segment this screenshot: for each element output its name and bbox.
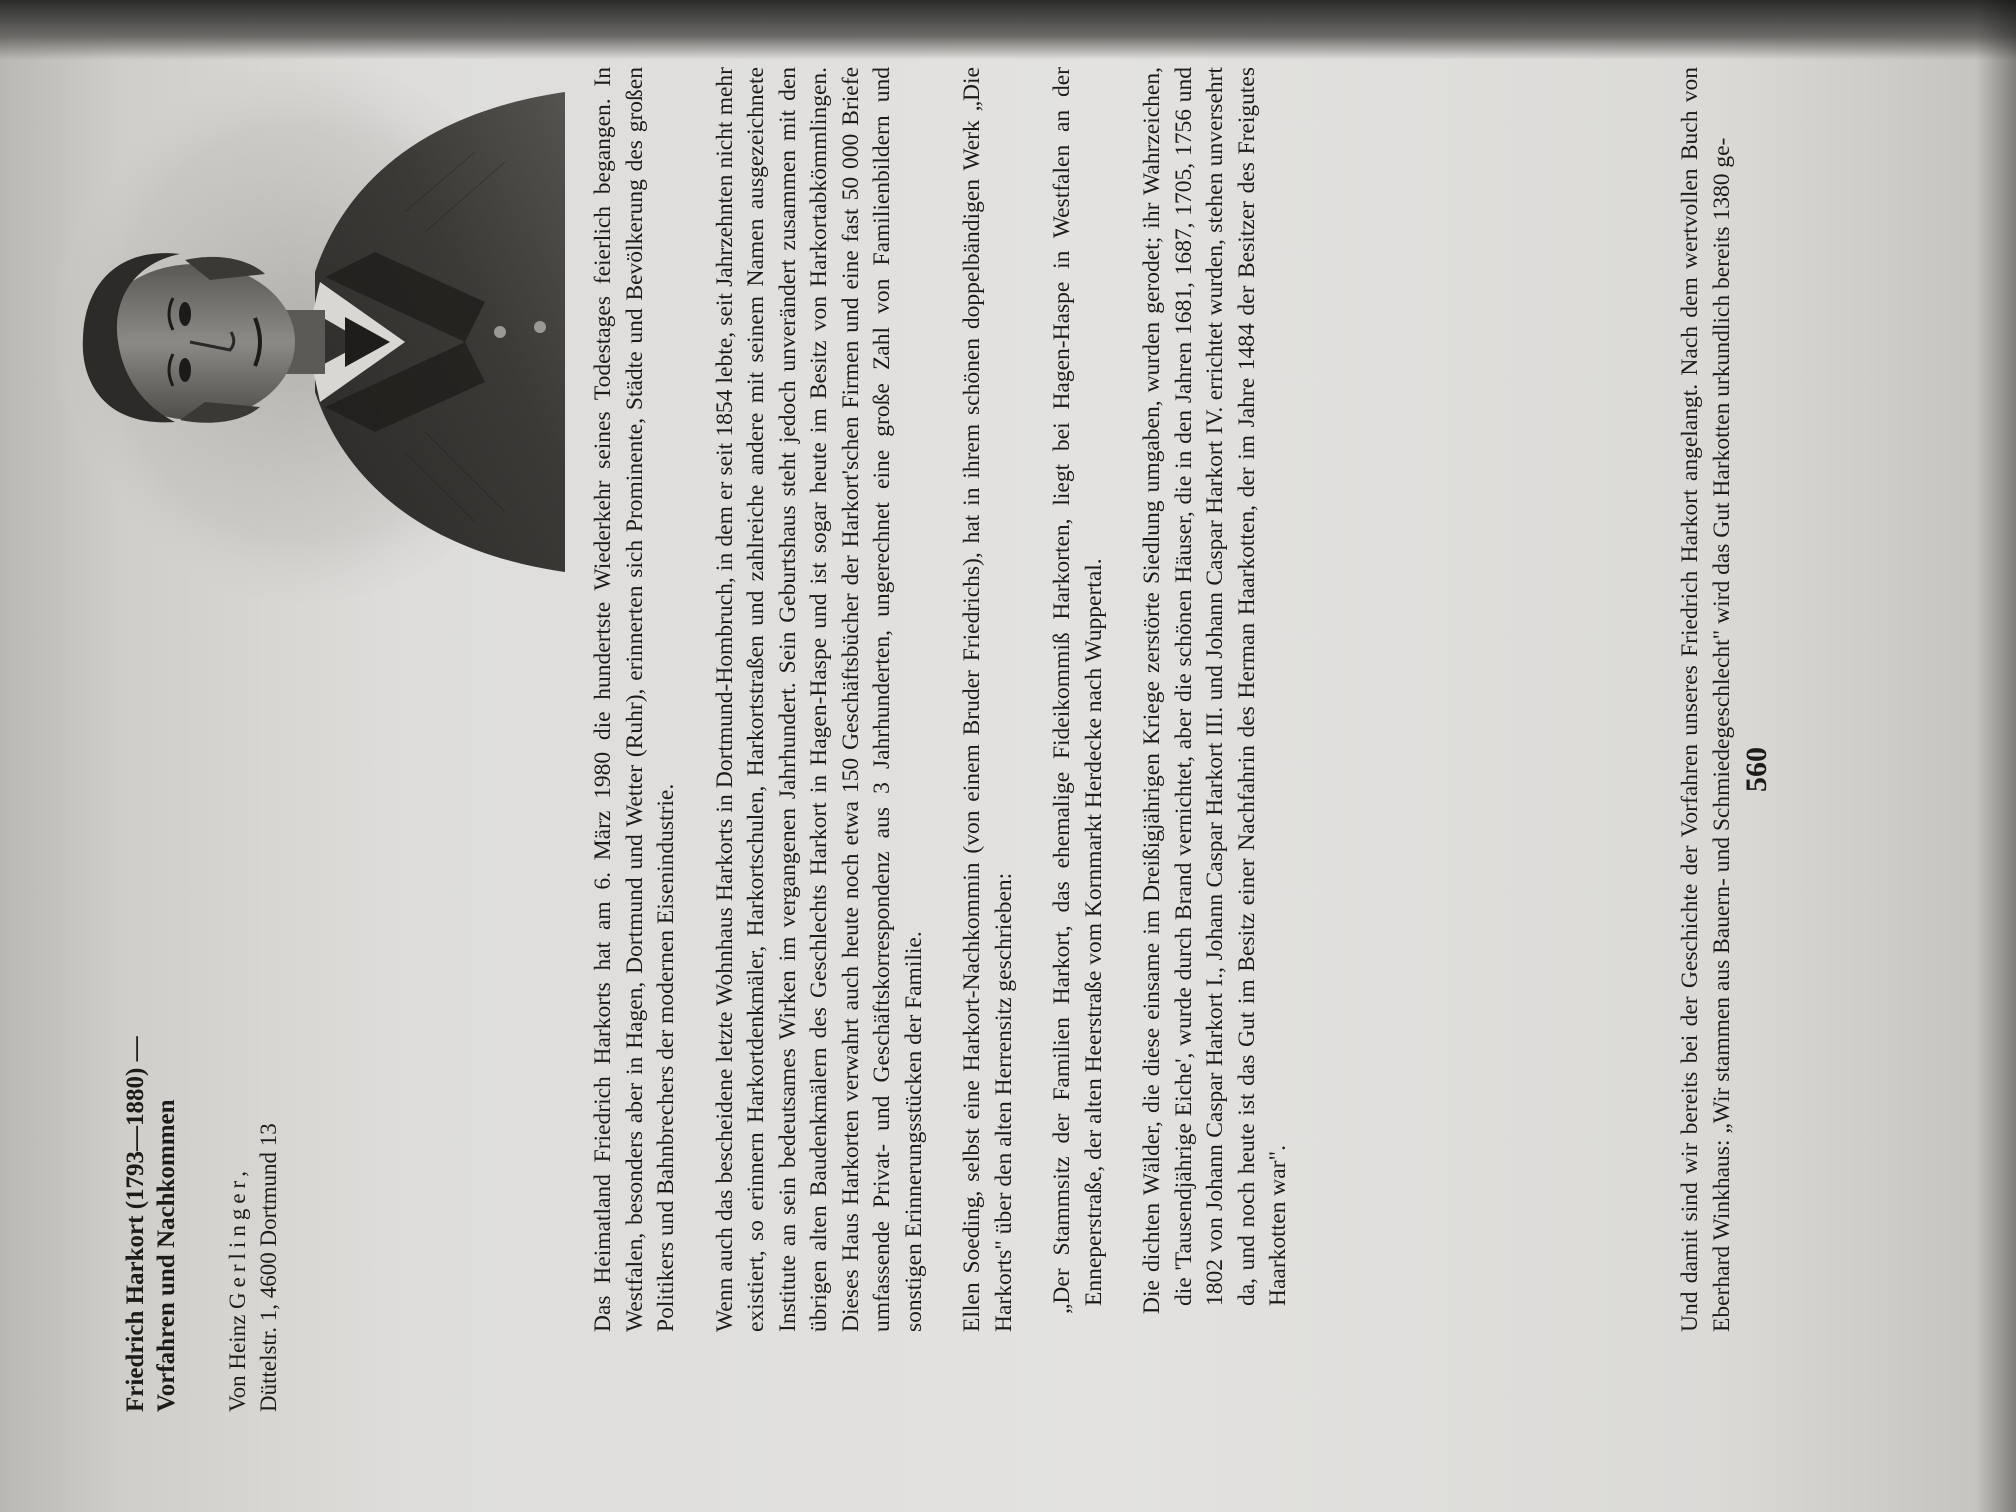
author-block xyxy=(222,712,284,1412)
author-prefix: Von Heinz xyxy=(225,1308,250,1412)
author-address: Düttelstr. 1, 4600 Dortmund 13 xyxy=(256,1123,281,1412)
paragraph-soeding: Ellen Soeding, selbst eine Harkort-Nachkommin (von einem Bruder Friedrichs), hat in ihrem schönen doppelbändigen Werk „Die Harkorts" über den alten Herrensitz geschrieben: xyxy=(959,67,1017,1332)
paragraph-birthplace: Wenn auch das bescheidene letzte Wohnhaus Harkorts in Dortmund-Hombruch, in dem er seit 1854 lebte, seit Jahrzehnten nicht mehr existiert, so erinnern Harkortdenkmäler, Harkortschulen, Harkortstraßen und zahlreiche andere mit seinem Namen ausgezeichnete Institute an sein bedeutsames Wirken im vergangenen Jahrhundert. Sein Geburtshaus steht jedoch unverändert zusammen mit den übrigen alten Baudenkmälern des Geschlechts Harkort in Hagen-Haspe und ist sogar heute im Besitz von Harkortabkömmlingen. Dieses Haus Harkorten verwahrt auch heute noch etwa 150 Geschäftsbücher der Harkort'schen Firmen und eine fast 50 000 Briefe umfassende Privat- und Geschäftskorrespondenz aus 3 Jahrhunderten, ungerechnet eine große Zahl von Familienbildern und sonstigen Erinnerungsstücken der Familie. xyxy=(711,67,927,1332)
article-title xyxy=(120,712,182,1412)
portrait-engraving-icon xyxy=(45,72,565,632)
page-number: 560 xyxy=(1740,747,1773,792)
paragraph-quote-stammsitz: „Der Stammsitz der Familien Harkort, das ehemalige Fideikommiß Harkorten, liegt bei Hagen-Haspe in Westfalen an der Enneperstraße, der alten Heerstraße vom Kornmarkt Herdecke nach Wuppertal. xyxy=(1049,67,1107,1314)
article-title-line1: Friedrich Harkort (1793—1880) — xyxy=(122,1036,149,1412)
paragraph-quote-waelder: Die dichten Wälder, die diese einsame im Dreißigjährigen Kriege zerstörte Siedlung umgaben, wurden gerodet; ihr Wahrzeichen, die 'Tausendjährige Eiche', wurde durch Brand vernichtet, aber die schönen Häuser, die in den Jahren 1681, 1687, 1705, 1756 und 1802 von Johann Caspar Harkort I., Johann Caspar Harkort III. und Johann Caspar Harkort IV. errichtet wurden, stehen unversehrt da, und noch heute ist das Gut im Besitz einer Nachfahrin des Herman Haarkotten, der im Jahre 1484 der Besitzer des Freigutes Haarkotten war". xyxy=(1139,67,1291,1314)
paragraph-vorfahren: Und damit sind wir bereits bei der Geschichte der Vorfahren unseres Friedrich Harkort angelangt. Nach dem wertvollen Buch von Eberhard Winkhaus: „Wir stammen aus Bauern- und Schmiedegeschlecht" wird das Gut Harkotten urkundlich bereits 1380 ge- xyxy=(1677,67,1735,1332)
author-surname: Gerlinger, xyxy=(225,1165,250,1309)
article-body-continued xyxy=(1675,67,1765,1332)
article-header xyxy=(120,712,284,1412)
article-title-line2: Vorfahren und Nachkommen xyxy=(153,1099,180,1412)
article-body xyxy=(588,67,1322,1332)
paragraph-intro: Das Heimatland Friedrich Harkorts hat am 6. März 1980 die hundertste Wiederkehr seines Todestages feierlich begangen. In Westfalen, besonders aber in Hagen, Dortmund und Wetter (Ruhr), erinnerten sich Prominente, Städte und Bevölkerung des großen Politikers und Bahnbrechers der modernen Eisenindustrie. xyxy=(590,67,679,1332)
